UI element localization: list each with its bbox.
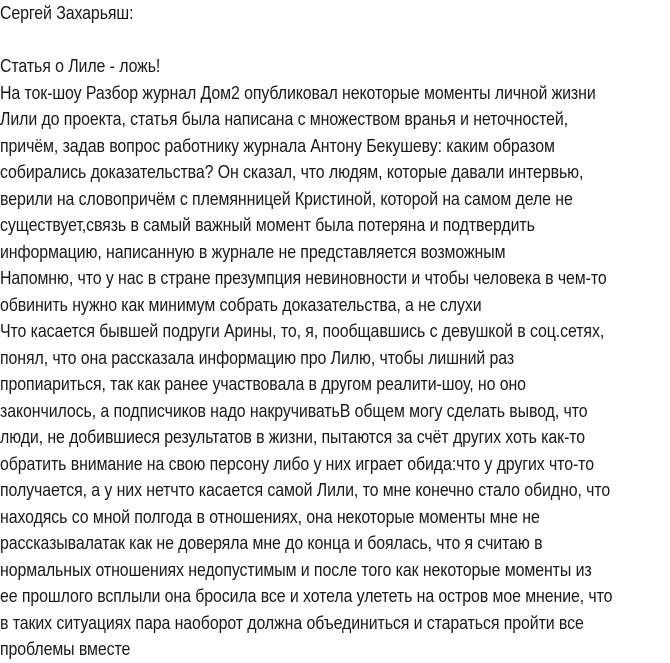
text-line: собирались доказательства? Он сказал, что людям, которые давали интервью, xyxy=(0,161,584,182)
text-line: обвинить нужно как минимум собрать доказательства, а не слухи xyxy=(0,293,482,315)
text-line: люди, не добившиеся результатов в жизни, пытаются за счёт других хоть как-то xyxy=(0,426,586,447)
text-line: закончилось, а подписчиков надо накручиватьВ общем могу сделать вывод, что xyxy=(0,399,588,421)
author-line: Сергей Захарьяш: xyxy=(0,2,134,23)
text-line: находясь со мной полгода в отношениях, она некоторые моменты мне не xyxy=(0,505,540,527)
text-line: Напомню, что у нас в стране презумпция невиновности и чтобы человека в чем-то xyxy=(0,267,607,288)
text-line: понял, что она рассказала информацию про Лилю, чтобы лишний раз xyxy=(0,346,515,368)
text-line: верили на словопричём с племянницей Кристиной, которой на самом деле не xyxy=(0,187,573,209)
text-line: информацию, написанную в журнале не представляется возможным xyxy=(0,240,506,262)
article-title: Статья о Лиле - ложь! xyxy=(0,55,161,76)
text-line: проблемы вместе xyxy=(0,638,131,659)
text-line: Лили до проекта, статья была написана с множеством вранья и неточностей, xyxy=(0,108,569,129)
text-line: получается, а у них нетчто касается самой Лили, то мне конечно стало обидно, что xyxy=(0,479,611,500)
text-line: Что касается бывшей подруги Арины, то, я, пообщавшись с девушкой в соц.сетях, xyxy=(0,320,605,341)
text-line: существует,связь в самый важный момент была потеряна и подтвердить xyxy=(0,214,535,235)
text-line: рассказывалатак как не доверяла мне до конца и боялась, что я считаю в xyxy=(0,532,543,553)
text-line: На ток-шоу Разбор журнал Дом2 опубликовал некоторые моменты личной жизни xyxy=(0,81,596,103)
text-line: причём, задав вопрос работнику журнала Антону Бекушеву: каким образом xyxy=(0,134,555,156)
text-line: нормальных отношениях недопустимым и после того как некоторые моменты из xyxy=(0,558,592,580)
text-line: ее прошлого всплыли она бросила все и хотела улететь на остров мое мнение, что xyxy=(0,585,613,606)
text-line: обратить внимание на свою персону либо у них играет обида:что у других что-то xyxy=(0,452,594,474)
text-line: пропиариться, так как ранее участвовала в другом реалити-шоу, но оно xyxy=(0,373,526,394)
text-line: в таких ситуациях пара наоборот должна объединиться и стараться пройти все xyxy=(0,611,584,633)
